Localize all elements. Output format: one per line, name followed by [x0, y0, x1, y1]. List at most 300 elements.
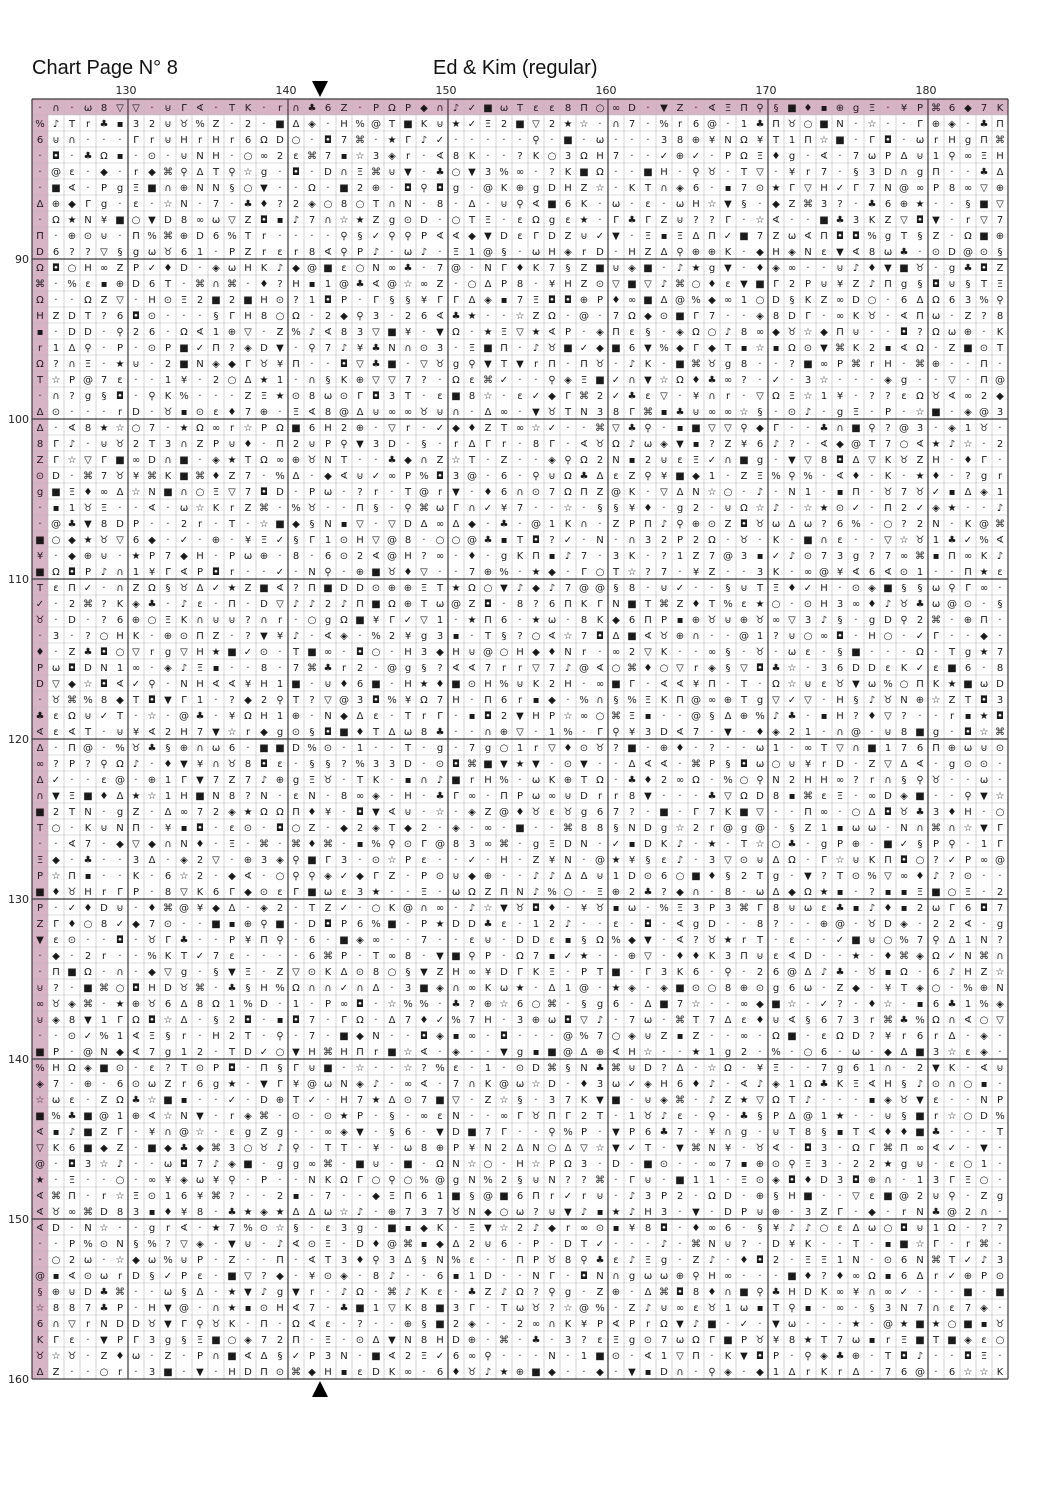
stitch-cell: Ω — [932, 1015, 940, 1026]
stitch-cell: ■ — [547, 1047, 557, 1058]
stitch-cell: ◘ — [900, 327, 908, 338]
stitch-cell: ■ — [435, 1095, 445, 1106]
stitch-cell: ■ — [179, 359, 189, 370]
stitch-cell: g — [436, 743, 444, 754]
stitch-cell: 1 — [68, 503, 76, 514]
stitch-cell: ∢ — [771, 215, 781, 226]
stitch-cell: ⊍ — [404, 807, 412, 818]
stitch-cell: ω — [787, 1319, 797, 1330]
stitch-cell: ⊍ — [164, 103, 172, 114]
stitch-cell: · — [950, 1351, 954, 1362]
stitch-cell: ∩ — [596, 695, 604, 706]
stitch-cell: ⊙ — [467, 679, 477, 690]
stitch-cell: · — [614, 1111, 618, 1122]
stitch-cell: % — [723, 775, 733, 786]
stitch-cell: D — [980, 1111, 988, 1122]
stitch-cell: ∞ — [67, 1207, 77, 1218]
stitch-cell: 3 — [420, 647, 428, 658]
stitch-cell: · — [838, 1239, 842, 1250]
stitch-cell: Γ — [917, 119, 923, 130]
stitch-cell: ♦ — [51, 887, 61, 898]
stitch-cell: ∢ — [467, 663, 477, 674]
stitch-cell: ♪ — [68, 439, 76, 450]
stitch-cell: ♦ — [35, 647, 45, 658]
stitch-cell: ▼ — [36, 935, 44, 946]
stitch-cell: ⊕ — [131, 1111, 141, 1122]
stitch-cell: · — [246, 1095, 250, 1106]
stitch-cell: ∢ — [579, 439, 589, 450]
stitch-cell: ▪ — [884, 1271, 892, 1282]
stitch-cell: ▼ — [644, 935, 652, 946]
stitch-cell: · — [870, 535, 874, 546]
stitch-cell: ▪ — [276, 1015, 284, 1026]
stitch-cell: D — [180, 263, 188, 274]
stitch-cell: · — [566, 999, 570, 1010]
stitch-cell: ♉ — [595, 359, 605, 370]
stitch-cell: ♦ — [691, 951, 701, 962]
stitch-cell: ★ — [819, 887, 829, 898]
stitch-cell: Δ — [372, 983, 380, 994]
stitch-cell: ▼ — [500, 903, 508, 914]
stitch-cell: · — [390, 743, 394, 754]
stitch-cell: P — [228, 247, 236, 258]
stitch-cell: ☆ — [675, 823, 685, 834]
stitch-cell: ◆ — [52, 855, 60, 866]
stitch-cell: K — [868, 855, 876, 866]
stitch-cell: ∞ — [595, 679, 605, 690]
stitch-cell: ◆ — [884, 1047, 892, 1058]
stitch-cell: ⌘ — [931, 615, 941, 626]
stitch-cell: ♉ — [707, 359, 717, 370]
stitch-cell: ✓ — [531, 391, 541, 402]
stitch-cell: T — [372, 727, 380, 738]
stitch-cell: ▽ — [868, 455, 876, 466]
stitch-cell: · — [422, 1127, 426, 1138]
stitch-cell: T — [740, 695, 748, 706]
stitch-cell: % — [51, 1111, 61, 1122]
stitch-cell: 2 — [68, 1255, 76, 1266]
stitch-cell: · — [726, 839, 730, 850]
stitch-cell: r — [277, 103, 283, 114]
stitch-cell: Ξ — [772, 583, 780, 594]
stitch-cell: · — [950, 775, 954, 786]
stitch-cell: g — [452, 359, 460, 370]
stitch-cell: % — [979, 295, 989, 306]
stitch-cell: · — [102, 359, 106, 370]
stitch-cell: r — [117, 1271, 123, 1282]
stitch-cell: ▪ — [452, 1271, 460, 1282]
stitch-cell: Z — [948, 695, 956, 706]
stitch-cell: N — [596, 535, 604, 546]
stitch-cell: 2 — [996, 439, 1004, 450]
stitch-cell: ♦ — [83, 903, 93, 914]
stitch-cell: % — [579, 1031, 589, 1042]
stitch-cell: N — [180, 199, 188, 210]
stitch-cell: ▼ — [436, 951, 444, 962]
stitch-cell: Π — [916, 679, 924, 690]
stitch-cell: ∩ — [116, 583, 124, 594]
stitch-cell: ⊙ — [963, 599, 973, 610]
stitch-cell: r — [85, 1319, 91, 1330]
stitch-cell: ☆ — [403, 1047, 413, 1058]
stitch-cell: % — [899, 935, 909, 946]
stitch-cell: ⊍ — [644, 1175, 652, 1186]
stitch-cell: · — [390, 247, 394, 258]
stitch-cell: 2 — [500, 1143, 508, 1154]
stitch-cell: · — [598, 1159, 602, 1170]
stitch-cell: ⌘ — [163, 167, 173, 178]
stitch-cell: ◈ — [452, 1047, 460, 1058]
stitch-cell: · — [454, 1287, 458, 1298]
stitch-cell: 1 — [740, 295, 748, 306]
stitch-cell: 2 — [756, 967, 764, 978]
stitch-cell: ○ — [323, 199, 333, 210]
stitch-cell: Z — [596, 487, 604, 498]
stitch-cell: · — [694, 743, 698, 754]
stitch-cell: Π — [484, 615, 492, 626]
stitch-cell: D — [356, 583, 364, 594]
stitch-cell: Z — [228, 471, 236, 482]
stitch-cell: ◈ — [996, 999, 1004, 1010]
stitch-cell: 7 — [628, 119, 636, 130]
stitch-cell: ▪ — [532, 695, 540, 706]
stitch-cell: · — [246, 519, 250, 530]
stitch-cell: ☆ — [787, 679, 797, 690]
stitch-cell: 6 — [756, 439, 764, 450]
stitch-cell: N — [84, 1223, 92, 1234]
stitch-cell: ♦ — [355, 727, 365, 738]
stitch-cell: · — [118, 871, 122, 882]
stitch-cell: ∩ — [468, 1079, 476, 1090]
stitch-cell: ¥ — [244, 535, 252, 546]
stitch-cell: ∞ — [371, 935, 381, 946]
stitch-cell: ■ — [275, 743, 285, 754]
stitch-cell: 1 — [356, 743, 364, 754]
stitch-cell: ∞ — [147, 1175, 157, 1186]
stitch-cell: ♉ — [115, 439, 125, 450]
stitch-cell: ε — [821, 791, 827, 802]
stitch-cell: · — [486, 1111, 490, 1122]
stitch-cell: ✓ — [339, 903, 349, 914]
stitch-cell: ⚲ — [276, 935, 284, 946]
stitch-cell: ■ — [675, 359, 685, 370]
stitch-cell: ⊙ — [883, 1255, 893, 1266]
stitch-cell: ♣ — [771, 663, 781, 674]
stitch-cell: H — [36, 311, 44, 322]
stitch-cell: Ω — [740, 135, 748, 146]
stitch-cell: 6 — [692, 119, 700, 130]
stitch-cell: ◆ — [788, 887, 796, 898]
stitch-cell: g — [532, 839, 540, 850]
stitch-cell: ¥ — [196, 759, 204, 770]
stitch-cell: D — [52, 1223, 60, 1234]
stitch-cell: D — [52, 471, 60, 482]
stitch-cell: ○ — [739, 775, 749, 786]
stitch-cell: ♦ — [643, 775, 653, 786]
stitch-cell: ■ — [307, 647, 317, 658]
stitch-cell: · — [934, 199, 938, 210]
stitch-cell: K — [532, 967, 540, 978]
stitch-cell: ¥ — [164, 1175, 172, 1186]
stitch-cell: ⌘ — [227, 279, 237, 290]
stitch-cell: ¥ — [900, 103, 908, 114]
stitch-cell: r — [869, 775, 875, 786]
stitch-cell: r — [469, 775, 475, 786]
stitch-cell: ∢ — [147, 503, 157, 514]
stitch-cell: · — [742, 247, 746, 258]
stitch-cell: · — [278, 999, 282, 1010]
stitch-cell: Γ — [373, 871, 379, 882]
stitch-cell: T — [852, 1239, 860, 1250]
stitch-cell: Ω — [916, 343, 924, 354]
stitch-cell: r — [965, 215, 971, 226]
stitch-cell: N — [100, 1319, 108, 1330]
stitch-cell: ■ — [691, 423, 701, 434]
stitch-cell: ⚲ — [548, 375, 556, 386]
stitch-cell: Δ — [676, 1063, 684, 1074]
stitch-cell: ∩ — [164, 183, 172, 194]
stitch-cell: · — [214, 103, 218, 114]
stitch-cell: Ω — [868, 1271, 876, 1282]
stitch-cell: · — [854, 1111, 858, 1122]
stitch-cell: P — [628, 1319, 636, 1330]
stitch-cell: · — [390, 183, 394, 194]
stitch-cell: ⌘ — [323, 1047, 333, 1058]
stitch-cell: g — [276, 1127, 284, 1138]
stitch-cell: K — [964, 519, 972, 530]
stitch-cell: 6 — [820, 1047, 828, 1058]
stitch-cell: 1 — [980, 1159, 988, 1170]
stitch-cell: ■ — [883, 1191, 893, 1202]
stitch-cell: ▼ — [452, 487, 460, 498]
stitch-cell: H — [932, 455, 940, 466]
stitch-cell: · — [358, 855, 362, 866]
stitch-cell: ε — [277, 247, 283, 258]
stitch-cell: ? — [533, 599, 539, 610]
stitch-cell: % — [355, 759, 365, 770]
stitch-cell: ♦ — [643, 503, 653, 514]
stitch-cell: · — [822, 935, 826, 946]
stitch-cell: · — [326, 1303, 330, 1314]
stitch-cell: ⊕ — [387, 1207, 397, 1218]
stitch-cell: Z — [692, 551, 700, 562]
stitch-cell: P — [580, 967, 588, 978]
stitch-cell: @ — [835, 919, 845, 930]
stitch-cell: K — [580, 599, 588, 610]
stitch-cell: ◈ — [964, 407, 972, 418]
stitch-cell: ▼ — [724, 199, 732, 210]
stitch-cell: ■ — [659, 807, 669, 818]
stitch-cell: · — [726, 1319, 730, 1330]
stitch-cell: · — [342, 1239, 346, 1250]
stitch-cell: % — [419, 1175, 429, 1186]
stitch-cell: ∢ — [739, 1079, 749, 1090]
stitch-cell: ♦ — [947, 807, 957, 818]
stitch-cell: ♣ — [835, 1351, 845, 1362]
stitch-cell: · — [70, 855, 74, 866]
stitch-cell: Δ — [596, 471, 604, 482]
stitch-cell: r — [101, 951, 107, 962]
stitch-cell: · — [902, 647, 906, 658]
stitch-cell: g — [532, 183, 540, 194]
stitch-cell: ⊕ — [611, 887, 621, 898]
stitch-cell: D — [388, 439, 396, 450]
stitch-cell: 1 — [708, 1175, 716, 1186]
stitch-cell: · — [630, 167, 634, 178]
stitch-cell: ♣ — [435, 791, 445, 802]
stitch-cell: ⊕ — [963, 327, 973, 338]
stitch-cell: T — [932, 1335, 940, 1346]
stitch-cell: · — [646, 583, 650, 594]
stitch-cell: ♉ — [179, 583, 189, 594]
stitch-cell: 8 — [100, 919, 108, 930]
stitch-cell: ○ — [243, 1143, 253, 1154]
stitch-cell: ∩ — [308, 983, 316, 994]
stitch-cell: 8 — [580, 615, 588, 626]
stitch-cell: ■ — [963, 1287, 973, 1298]
stitch-cell: ○ — [947, 1319, 957, 1330]
stitch-cell: g — [772, 983, 780, 994]
stitch-cell: ⌘ — [291, 1367, 301, 1378]
stitch-cell: ♉ — [899, 1095, 909, 1106]
stitch-cell: @ — [83, 743, 93, 754]
stitch-cell: @ — [307, 263, 317, 274]
stitch-cell: Z — [916, 455, 924, 466]
stitch-cell: ◘ — [324, 135, 332, 146]
stitch-cell: · — [70, 775, 74, 786]
stitch-cell: 6 — [324, 551, 332, 562]
stitch-cell: ⊕ — [163, 631, 173, 642]
stitch-cell: g — [964, 135, 972, 146]
stitch-cell: ♣ — [355, 279, 365, 290]
stitch-cell: ☆ — [739, 407, 749, 418]
stitch-cell: ♉ — [51, 999, 61, 1010]
stitch-cell: ■ — [83, 983, 93, 994]
stitch-cell: Π — [996, 119, 1004, 130]
stitch-cell: 1 — [516, 743, 524, 754]
stitch-cell: T — [996, 343, 1004, 354]
stitch-cell: · — [710, 183, 714, 194]
stitch-cell: ⊙ — [595, 279, 605, 290]
stitch-cell: 7 — [308, 1303, 316, 1314]
stitch-cell: N — [852, 1255, 860, 1266]
stitch-cell: 1 — [116, 663, 124, 674]
stitch-cell: 8 — [596, 823, 604, 834]
stitch-cell: ◈ — [340, 1127, 348, 1138]
stitch-cell: ✓ — [339, 871, 349, 882]
stitch-cell: · — [662, 1175, 666, 1186]
stitch-cell: % — [803, 471, 813, 482]
stitch-cell: ⊕ — [179, 231, 189, 242]
stitch-cell: · — [214, 1367, 218, 1378]
stitch-cell: · — [854, 759, 858, 770]
stitch-cell: ▪ — [404, 1223, 412, 1234]
stitch-cell: ε — [277, 759, 283, 770]
stitch-cell: ⚲ — [804, 1351, 812, 1362]
stitch-cell: Ξ — [804, 1159, 812, 1170]
stitch-cell: N — [724, 135, 732, 146]
stitch-cell: Ω — [356, 1287, 364, 1298]
stitch-cell: ☆ — [595, 183, 605, 194]
stitch-cell: T — [788, 1095, 796, 1106]
stitch-cell: ⊍ — [756, 1207, 764, 1218]
stitch-cell: 1 — [132, 567, 140, 578]
stitch-cell: ω — [323, 1207, 333, 1218]
stitch-cell: Γ — [629, 679, 635, 690]
stitch-cell: · — [502, 135, 506, 146]
stitch-cell: · — [966, 1031, 970, 1042]
stitch-cell: H — [788, 1191, 796, 1202]
stitch-cell: ♉ — [755, 647, 765, 658]
stitch-cell: ♪ — [372, 247, 380, 258]
stitch-cell: H — [564, 679, 572, 690]
stitch-cell: N — [564, 647, 572, 658]
stitch-cell: Γ — [453, 295, 459, 306]
stitch-cell: 7 — [708, 1015, 716, 1026]
stitch-cell: ⊍ — [804, 679, 812, 690]
stitch-cell: Z — [36, 919, 44, 930]
stitch-cell: ▼ — [612, 231, 620, 242]
stitch-cell: · — [166, 679, 170, 690]
stitch-cell: P — [212, 1063, 220, 1074]
stitch-cell: ★ — [515, 759, 525, 770]
stitch-cell: 2 — [404, 311, 412, 322]
stitch-cell: N — [708, 1239, 716, 1250]
stitch-cell: · — [534, 279, 538, 290]
stitch-cell: ▽ — [132, 103, 140, 114]
stitch-cell: ♣ — [915, 807, 925, 818]
stitch-cell: ▽ — [276, 599, 284, 610]
stitch-cell: 8 — [420, 1303, 428, 1314]
stitch-cell: ∢ — [659, 759, 669, 770]
stitch-cell: ε — [821, 903, 827, 914]
stitch-cell: ⌘ — [643, 407, 653, 418]
stitch-cell: · — [870, 519, 874, 530]
stitch-cell: r — [949, 711, 955, 722]
stitch-cell: ♣ — [147, 743, 157, 754]
stitch-cell: @ — [435, 839, 445, 850]
stitch-cell: ⊙ — [163, 919, 173, 930]
stitch-cell: ⚲ — [996, 295, 1004, 306]
stitch-cell: · — [230, 391, 234, 402]
stitch-cell: D — [116, 1319, 124, 1330]
stitch-cell: · — [582, 727, 586, 738]
stitch-cell: ε — [341, 263, 347, 274]
stitch-cell: · — [902, 471, 906, 482]
stitch-cell: ■ — [739, 807, 749, 818]
stitch-cell: @ — [179, 1127, 189, 1138]
stitch-cell: ☆ — [995, 791, 1005, 802]
stitch-cell: ω — [147, 1255, 157, 1266]
stitch-cell: · — [678, 791, 682, 802]
stitch-cell: ∞ — [707, 1159, 717, 1170]
stitch-cell: Ω — [100, 151, 108, 162]
stitch-cell: ✓ — [35, 599, 45, 610]
stitch-cell: ε — [677, 455, 683, 466]
stitch-cell: · — [502, 599, 506, 610]
stitch-cell: ω — [83, 1255, 93, 1266]
stitch-cell: ⌘ — [195, 279, 205, 290]
stitch-cell: § — [405, 967, 411, 978]
stitch-cell: ε — [533, 103, 539, 114]
stitch-cell: 6 — [500, 471, 508, 482]
stitch-cell: · — [614, 759, 618, 770]
stitch-cell: ⊍ — [100, 823, 108, 834]
stitch-cell: 8 — [452, 151, 460, 162]
stitch-cell: 1 — [164, 791, 172, 802]
stitch-cell: · — [950, 1127, 954, 1138]
stitch-cell: ▼ — [980, 791, 988, 802]
